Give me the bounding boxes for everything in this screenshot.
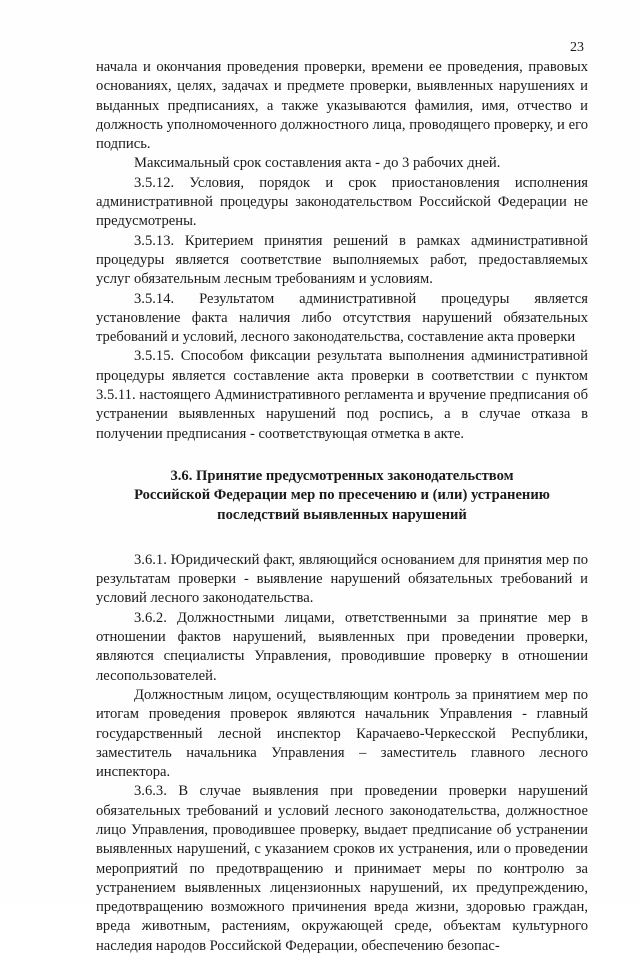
page-number: 23 bbox=[570, 40, 584, 55]
paragraph-control-officials: Должностным лицом, осуществляющим контроль за принятием мер по итогам проведения проверок являются начальник Управления - главный государственный лесной инспектор Карачаево-Черкесской Республики, заместитель начальника Управления – заместитель главного лесного инспектора. bbox=[96, 686, 588, 781]
paragraph-3-6-3: 3.6.3. В случае выявления при проведении проверки нарушений обязательных требований и условий лесного законодательства, должностное лицо Управления, проводившее проверку, выдает предписание об устранении выявленных нарушений, с указанием сроков их устранения, или о проведении мероприятий по предотвращению и принимает меры по контролю за устранением выявленных лицензионных нарушений, их предупреждению, предотвращению возможного причинения вреда жизни, здоровью граждан, вреда животным, растениям, окружающей среде, объектам культурного наследия народов Российской Федерации, обеспечению безопас- bbox=[96, 783, 588, 954]
document-body bbox=[96, 58, 588, 956]
paragraph-3-5-12: 3.5.12. Условия, порядок и срок приостановления исполнения административной процедуры законодательством Российской Федерации не предусмотрены. bbox=[96, 174, 588, 230]
paragraph-3-6-2: 3.6.2. Должностными лицами, ответственными за принятие мер в отношении фактов нарушений, выявленных при проведении проверки, являются специалисты Управления, проводившие проверку в отношении лесопользователей. bbox=[96, 609, 588, 684]
paragraph-continuation: начала и окончания проведения проверки, времени ее проведения, правовых основаниях, целях, задачах и предмете проверки, выявленных нарушениях и выданных предписаниях, а также указываются фамилия, имя, отчество и должность уполномоченного должностного лица, проводящего проверку, и его подпись. bbox=[96, 59, 588, 153]
paragraph-3-5-14: 3.5.14. Результатом административной процедуры является установление факта наличия либо отсутствия нарушений обязательных требований и условий, лесного законодательства, составление акта проверки bbox=[96, 290, 588, 346]
paragraph-3-5-13: 3.5.13. Критерием принятия решений в рамках административной процедуры является соответствие выполняемых работ, предоставляемых услуг обязательным лесным требованиям и условиям. bbox=[96, 232, 588, 288]
paragraph-3-6-1: 3.6.1. Юридический факт, являющийся основанием для принятия мер по результатам проверки - выявление нарушений обязательных требований и условий лесного законодательства. bbox=[96, 551, 588, 607]
paragraph-max-term: Максимальный срок составления акта - до 3 рабочих дней. bbox=[134, 155, 501, 172]
paragraph-3-5-15: 3.5.15. Способом фиксации результата выполнения административной процедуры является составление акта проверки в соответствии с пунктом 3.5.11. настоящего Административного регламента и вручение предписания об устранении выявленных нарушений под роспись, а в случае отказа в получении предписания - соответствующая отметка в акте. bbox=[96, 348, 588, 442]
section-heading-3-6: 3.6. Принятие предусмотренных законодательством Российской Федерации мер по пресечению и (или) устранению последствий выявленных нарушений bbox=[134, 467, 550, 523]
